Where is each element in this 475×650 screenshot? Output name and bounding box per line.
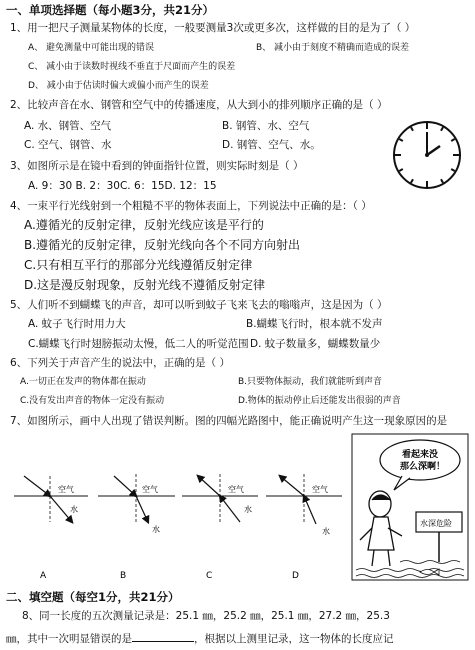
diagram-a: [14, 476, 88, 522]
q5-option-b: B.蝴蝶飞行时，根本就不发声: [246, 318, 383, 330]
diagram-d: [266, 474, 342, 536]
q4-stem: 4、一束平行光线射到一个粗糙不平的物体表面上，下列说法中正确的是：（ ）: [10, 200, 372, 212]
q3-stem: 3、如图所示是在镜中看到的钟面指针位置，则实际时刻是（ ）: [10, 160, 304, 172]
q1-option-a: A、 避免测量中可能出现的错误: [28, 43, 155, 53]
q1-stem: 1、用一把尺子测量某物体的长度，一般要测量3次或更多次，这样做的目的是为了（ ）: [10, 22, 416, 34]
diagram-a-water-label: 水: [70, 505, 78, 514]
q3-options: A. 9：30 B. 2：30C. 6：15D. 12：15: [28, 180, 217, 192]
q2-stem: 2、比较声音在水、钢管和空气中的传播速度，从大到小的排列顺序正确的是（ ）: [10, 99, 388, 111]
q8-line-2-part-a: ㎜，其中一次明显错误的是: [6, 633, 132, 645]
q6-option-d: D.物体的振动停止后还能发出很弱的声音: [238, 396, 401, 406]
diagram-d-label: D: [292, 571, 299, 581]
q6-stem: 6、下列关于声音产生的说法中，正确的是（ ）: [10, 357, 231, 369]
diagram-a-air-label: 空气: [58, 485, 74, 494]
diagram-b-water-label: 水: [152, 525, 160, 534]
q2-option-b: B. 钢管、水、空气: [222, 120, 310, 132]
q7-stem: 7、如图所示，画中人出现了错误判断。图的四幅光路图中，能正确说明产生这一现象原因的是: [10, 415, 448, 427]
q4-option-b: B.遵循光的反射定律，反射光线向各个不同方向射出: [24, 238, 301, 252]
q1-option-b: B、 减小由于刻度不精确而造成的误差: [256, 43, 410, 53]
speech-bubble: [380, 440, 460, 480]
q2-option-a: A. 水、钢管、空气: [24, 120, 112, 132]
q2-option-c: C. 空气、钢管、水: [24, 139, 112, 151]
q1-option-c: C、 减小由于读数时视线不垂直于尺面而产生的误差: [28, 62, 236, 72]
cartoon-figure: [350, 432, 470, 582]
q4-option-c: C.只有相互平行的那部分光线遵循反射定律: [24, 258, 253, 272]
diagram-c: [182, 474, 258, 524]
diagram-b-label: B: [120, 571, 127, 581]
q6-option-c: C.没有发出声音的物体一定没有振动: [20, 396, 165, 406]
speech-line-2: 那么深啊！: [400, 462, 446, 472]
q8-line-1: 8、同一长度的五次测量记录是：25.1 ㎜，25.2 ㎜，25.1 ㎜，27.2 ㎜，25.3: [22, 610, 390, 622]
warning-sign-text: 水深危险: [420, 519, 452, 528]
q8-line-2: [6, 630, 394, 646]
diagram-b-air-label: 空气: [142, 485, 158, 494]
diagram-d-air-label: 空气: [312, 485, 328, 494]
q6-option-b: B.只要物体振动，我们就能听到声音: [238, 377, 383, 387]
q4-option-a: A.遵循光的反射定律，反射光线应该是平行的: [24, 218, 264, 232]
diagram-a-label: A: [40, 571, 47, 581]
q2-option-d: D. 钢管、空气、水。: [222, 139, 321, 151]
mirror-clock-figure: [390, 118, 464, 192]
q8-answer-blank[interactable]: [132, 630, 194, 642]
section-1-title: 一、单项选择题（每小题3分，共21分）: [6, 3, 215, 17]
light-path-diagrams: [10, 462, 345, 587]
q1-option-d: D、 减小由于估读时偏大或偏小而产生的误差: [28, 81, 209, 91]
q5-option-a: A. 蚊子飞行时用力大: [28, 318, 126, 330]
diagram-b: [98, 474, 175, 534]
q4-option-d: D.这是漫反射现象，反射光线不遵循反射定律: [24, 278, 266, 292]
q5-option-c: C.蝴蝶飞行时翅膀振动太慢，低二人的听觉范围: [28, 338, 249, 350]
diagram-c-water-label: 水: [244, 505, 252, 514]
q5-stem: 5、人们听不到蝴蝶飞的声音，却可以听到蚊子飞来飞去的嗡嗡声，这是因为（ ）: [10, 299, 388, 311]
diagram-c-label: C: [206, 571, 213, 581]
q8-line-2-part-b: ，根据以上测里记录，这一物体的长度应记: [194, 633, 394, 645]
speech-line-1: 看起来没: [402, 450, 439, 460]
diagram-d-water-label: 水: [322, 527, 330, 536]
section-2-title: 二、填空题（每空1分，共21分）: [6, 590, 180, 604]
diagram-c-air-label: 空气: [228, 485, 244, 494]
q6-option-a: A.一切正在发声的物体都在振动: [20, 377, 146, 387]
q5-option-d: D. 蚊子数量多，蝴蝶数量少: [250, 338, 381, 350]
